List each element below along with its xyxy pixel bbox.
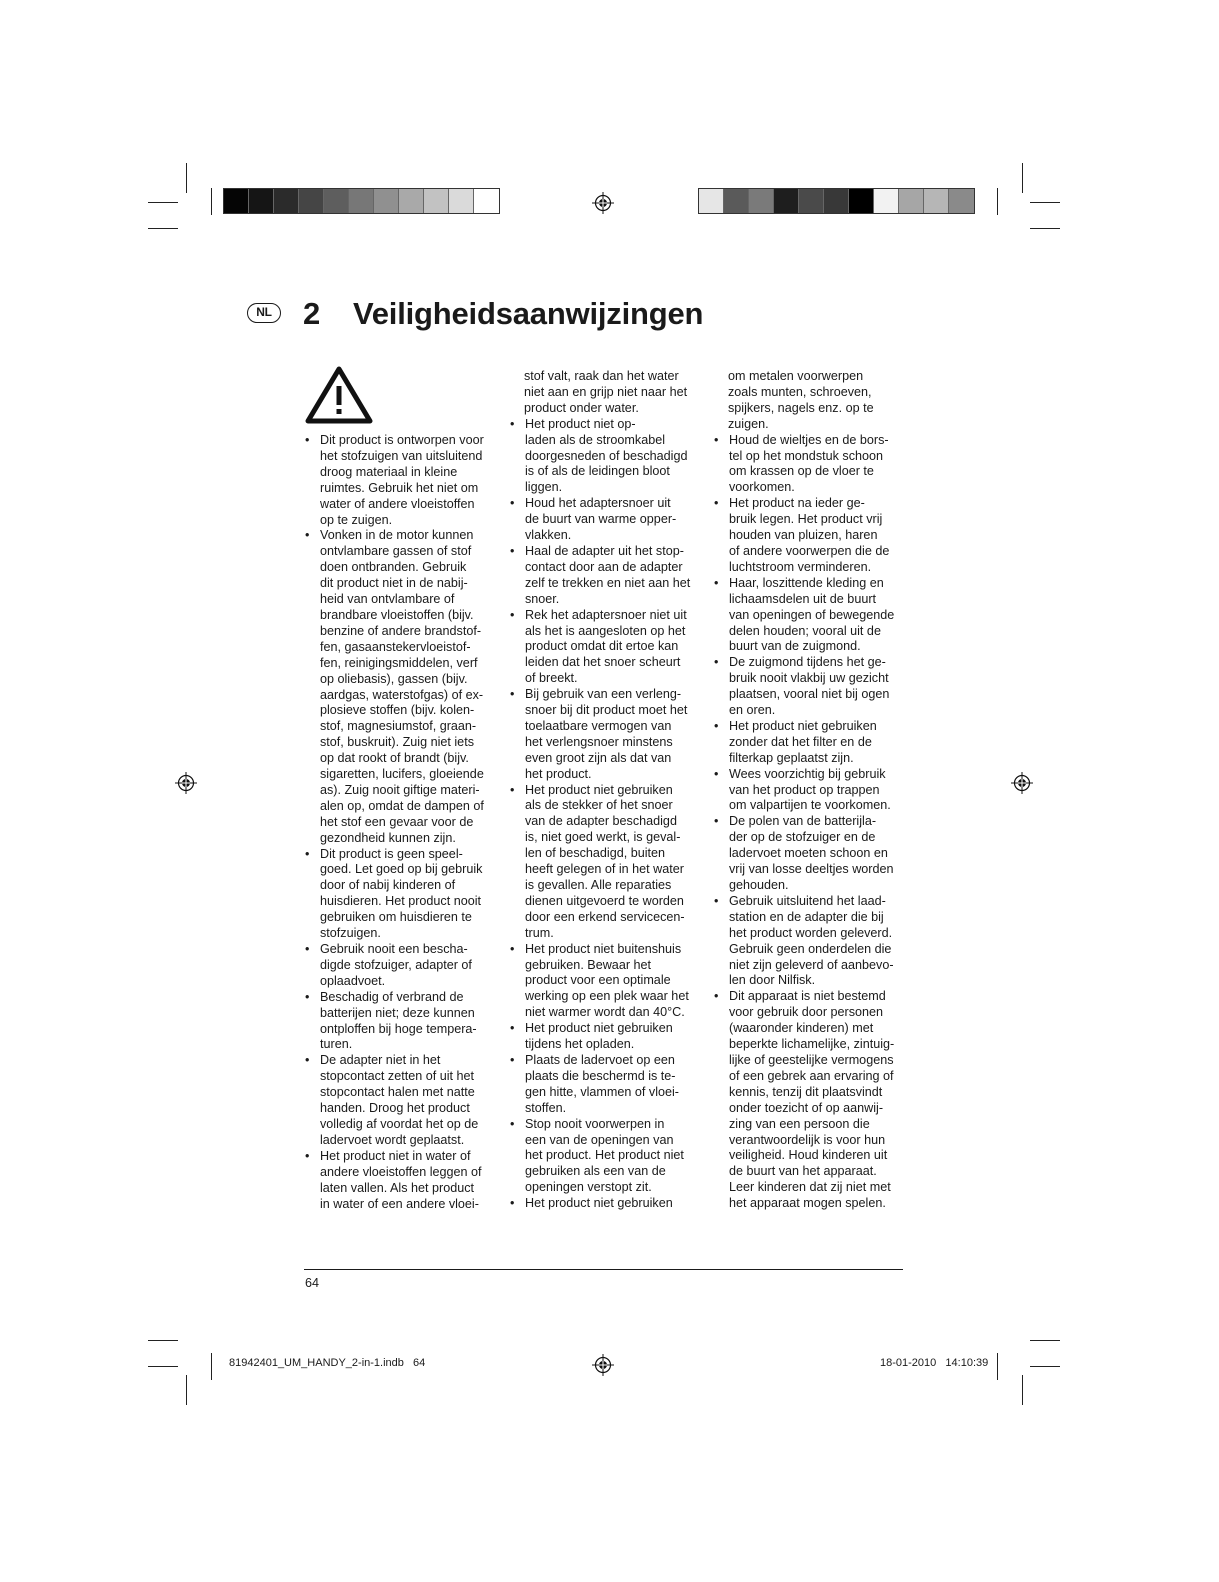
- bullet-item: [304, 847, 496, 942]
- column-3: [713, 369, 905, 1212]
- bullet-icon: •: [510, 543, 515, 558]
- bullet-item: [713, 433, 905, 497]
- color-swatch: [874, 189, 899, 213]
- bullet-item: [713, 655, 905, 719]
- bullet-text: Vonken in de motor kunnen ontvlambare gassen of stof doen ontbranden. Gebruik dit product niet in de nabij- heid van ontvlambare of brandbare vloeistoffen (bijv. benzine of andere brandstof- fen, gasaanstekervloeistof- fen, reinigingsmiddelen, verf op oliebasis), gassen (bijv. aardgas, waterstofgas) of ex- plosieve stoffen (bijv. kolen- stof, magnesiumstof, graan- stof, buskruit). Zuig niet iets op dat rookt of brandt (bijv. sigaretten, lucifers, gloeiende as). Zuig nooit giftige materi- alen op, omdat de dampen of het stof een gevaar voor de gezondheid kunnen zijn.: [320, 528, 484, 845]
- language-badge: NL: [247, 303, 281, 323]
- bullet-icon: •: [714, 989, 719, 1004]
- bullet-icon: •: [510, 496, 515, 511]
- color-swatch: [449, 189, 474, 213]
- footer-divider: [304, 1269, 903, 1270]
- color-swatch: [899, 189, 924, 213]
- bullet-item: [509, 1053, 701, 1117]
- bullet-text: De adapter niet in het stopcontact zetten of uit het stopcontact halen met natte handen. Droog het product volledig af voordat het op de ladervoet wordt geplaatst.: [320, 1053, 479, 1147]
- bullet-item: [304, 1053, 496, 1148]
- bullet-text: Haar, loszittende kleding en lichaamsdelen uit de buurt van openingen of bewegende delen houden; vooral uit de buurt van de zuigmond.: [729, 575, 895, 654]
- bullet-item: [509, 942, 701, 1022]
- bullet-icon: •: [510, 1052, 515, 1067]
- bullet-icon: •: [714, 766, 719, 781]
- bullet-item: [509, 687, 701, 782]
- color-swatch: [849, 189, 874, 213]
- crop-mark: [997, 188, 998, 215]
- color-swatch: [249, 189, 274, 213]
- registration-mark-icon: [592, 1354, 614, 1376]
- bullet-item: [304, 942, 496, 990]
- bullet-icon: •: [305, 433, 310, 447]
- color-swatch: [799, 189, 824, 213]
- color-swatch: [299, 189, 324, 213]
- page-title: Veiligheidsaanwijzingen: [353, 296, 704, 331]
- color-swatch: [474, 189, 499, 213]
- column-2: [509, 369, 701, 1212]
- crop-mark: [148, 1366, 178, 1367]
- color-swatch: [824, 189, 849, 213]
- bullet-icon: •: [510, 1116, 515, 1131]
- bullet-text: Plaats de ladervoet op een plaats die beschermd is te- gen hitte, vlammen of vloei- stoffen.: [525, 1052, 679, 1115]
- bullet-text: Houd het adaptersnoer uit de buurt van warme opper- vlakken.: [525, 496, 677, 543]
- continued-text: om metalen voorwerpen zoals munten, schroeven, spijkers, nagels enz. op te zuigen.: [728, 369, 874, 431]
- bullet-text: Gebruik uitsluitend het laad- station en de adapter die bij het product worden geleverd. Gebruik geen onderdelen die niet zijn geleverd of aanbevo- len door Nilfisk.: [729, 893, 894, 988]
- bullet-icon: •: [510, 687, 515, 702]
- registration-mark-icon: [592, 192, 614, 214]
- color-swatch: [224, 189, 249, 213]
- color-swatch: [274, 189, 299, 213]
- bullet-text: Het product niet gebruiken als de stekker of het snoer van de adapter beschadigd is, niet goed werkt, is geval- len of beschadigd, buiten heeft gelegen of in het water is gevallen. Alle reparaties dienen uitgevoerd te worden door een erkend servicecen- trum.: [525, 782, 685, 940]
- bullet-icon: •: [510, 1196, 515, 1211]
- crop-mark: [211, 188, 212, 215]
- bullet-item: [304, 990, 496, 1054]
- crop-mark: [148, 228, 178, 229]
- bullet-item: [713, 989, 905, 1212]
- bullet-text: Rek het adaptersnoer niet uit als het is aangesloten op het product omdat dit ertoe kan leiden dat het snoer scheurt of breekt.: [525, 607, 687, 686]
- bullet-icon: •: [510, 1021, 515, 1036]
- crop-mark: [1030, 202, 1060, 203]
- print-slug-file: 81942401_UM_HANDY_2-in-1.indb 64: [229, 1357, 426, 1369]
- bullet-icon: •: [714, 655, 719, 670]
- bullet-item: [509, 496, 701, 544]
- crop-mark: [1030, 1366, 1060, 1367]
- crop-mark: [148, 1340, 178, 1341]
- bullet-item: [713, 576, 905, 656]
- bullet-item: [713, 496, 905, 576]
- bullet-item: [713, 767, 905, 815]
- bullet-icon: •: [305, 1148, 310, 1163]
- bullet-item: [509, 1196, 701, 1212]
- chapter-number: 2: [303, 296, 321, 331]
- bullet-text: Dit product is ontworpen voor het stofzuigen van uitsluitend droog materiaal in kleine ruimtes. Gebruik het niet om water of andere vloeistoffen op te zuigen.: [320, 433, 484, 527]
- bullet-item: [713, 894, 905, 989]
- bullet-item: [509, 608, 701, 688]
- bullet-icon: •: [714, 718, 719, 733]
- bullet-icon: •: [714, 575, 719, 590]
- bullet-text: Bij gebruik van een verleng- snoer bij dit product moet het toelaatbare vermogen van het verlengsnoer minstens even groot zijn als dat van het product.: [525, 687, 688, 781]
- crop-mark: [186, 163, 187, 193]
- color-swatch: [774, 189, 799, 213]
- bullet-icon: •: [714, 496, 719, 511]
- bullet-item: [509, 1117, 701, 1197]
- color-swatch: [399, 189, 424, 213]
- color-swatch: [349, 189, 374, 213]
- bullet-item: [304, 1149, 496, 1213]
- color-swatch: [924, 189, 949, 213]
- bullet-text: Wees voorzichtig bij gebruik van het product op trappen om valpartijen te voorkomen.: [729, 766, 891, 813]
- color-swatch: [699, 189, 724, 213]
- bullet-icon: •: [510, 782, 515, 797]
- color-swatch: [424, 189, 449, 213]
- bullet-icon: •: [305, 846, 310, 861]
- bullet-text: Het product niet in water of andere vloeistoffen leggen of laten vallen. Als het product in water of een andere vloei-: [320, 1148, 482, 1211]
- bullet-text: Dit apparaat is niet bestemd voor gebruik door personen (waaronder kinderen) met beperkte lichamelijke, zintuig- lijke of geestelijke vermogens of een gebrek aan ervaring of kennis, tenzij dit plaatsvindt onder toezicht of op aanwij- zing van een persoon die verantwoordelijk is voor hun veiligheid. Houd kinderen uit de buurt van het apparaat. Leer kinderen dat zij niet met het apparaat mogen spelen.: [729, 989, 895, 1211]
- crop-mark: [1022, 163, 1023, 193]
- bullet-item: [509, 783, 701, 942]
- bullet-text: De polen van de batterijla- der op de stofzuiger en de ladervoet moeten schoon en vrij van losse deeltjes worden gehouden.: [729, 814, 894, 892]
- color-swatch: [724, 189, 749, 213]
- print-slug-date: 18-01-2010 14:10:39: [880, 1357, 989, 1369]
- bullet-text: Het product niet gebruiken tijdens het opladen.: [525, 1021, 673, 1052]
- bullet-text: Het product na ieder ge- bruik legen. Het product vrij houden van pluizen, haren of andere voorwerpen die de luchtstroom verminderen.: [729, 496, 890, 574]
- bullet-text: Beschadig of verbrand de batterijen niet; deze kunnen ontploffen bij hoge tempera- turen.: [320, 989, 477, 1052]
- column-1: [304, 433, 496, 1212]
- bullet-text: Dit product is geen speel- goed. Let goed op bij gebruik door of nabij kinderen of huisdieren. Het product nooit gebruiken om huisdieren te stofzuigen.: [320, 846, 483, 941]
- bullet-icon: •: [305, 942, 310, 956]
- crop-mark: [1022, 1375, 1023, 1405]
- bullet-icon: •: [510, 941, 515, 956]
- bullet-item: [509, 1021, 701, 1053]
- bullet-text: De zuigmond tijdens het ge- bruik nooit vlakbij uw gezicht plaatsen, vooral niet bij ogen en oren.: [729, 655, 890, 718]
- bullet-text: Het product niet op- laden als de stroomkabel doorgesneden of beschadigd is of als de leidingen bloot liggen.: [525, 416, 688, 495]
- bullet-icon: •: [510, 607, 515, 622]
- color-swatch: [949, 189, 974, 213]
- bullet-icon: •: [714, 814, 719, 829]
- bullet-item: [509, 417, 701, 497]
- bullet-item: [713, 719, 905, 767]
- bullet-icon: •: [305, 1053, 310, 1068]
- page-number: 64: [305, 1276, 320, 1290]
- bullet-text: Gebruik nooit een bescha- digde stofzuiger, adapter of oplaadvoet.: [320, 942, 472, 988]
- registration-mark-icon: [1011, 772, 1033, 794]
- crop-mark: [186, 1375, 187, 1405]
- crop-mark: [1030, 1340, 1060, 1341]
- continued-text: stof valt, raak dan het water niet aan en grijp niet naar het product onder water.: [524, 369, 688, 415]
- color-calibration-bar-right: [698, 188, 975, 214]
- bullet-icon: •: [305, 528, 310, 543]
- bullet-icon: •: [714, 893, 719, 908]
- crop-mark: [997, 1353, 998, 1380]
- crop-mark: [211, 1353, 212, 1380]
- color-swatch: [749, 189, 774, 213]
- bullet-text: Stop nooit voorwerpen in een van de openingen van het product. Het product niet gebruiken als een van de openingen verstopt zit.: [525, 1116, 684, 1195]
- color-swatch: [324, 189, 349, 213]
- crop-mark: [1030, 228, 1060, 229]
- crop-mark: [148, 202, 178, 203]
- color-swatch: [374, 189, 399, 213]
- bullet-text: Het product niet gebruiken: [525, 1196, 673, 1211]
- bullet-text: Houd de wieltjes en de bors- tel op het mondstuk schoon om krassen op de vloer te voorkomen.: [729, 432, 889, 495]
- bullet-icon: •: [305, 989, 310, 1004]
- bullet-item: [304, 528, 496, 846]
- bullet-text: Haal de adapter uit het stop- contact door aan de adapter zelf te trekken en niet aan het snoer.: [525, 543, 691, 606]
- color-calibration-bar-left: [223, 188, 500, 214]
- bullet-item: [304, 433, 496, 528]
- bullet-text: Het product niet buitenshuis gebruiken. Bewaar het product voor een optimale werking op een plek waar het niet warmer wordt dan 40°C.: [525, 941, 689, 1020]
- warning-triangle-icon: [305, 366, 373, 424]
- bullet-text: Het product niet gebruiken zonder dat het filter en de filterkap geplaatst zijn.: [729, 718, 877, 765]
- bullet-icon: •: [510, 416, 515, 431]
- bullet-item: [713, 814, 905, 894]
- bullet-icon: •: [714, 432, 719, 447]
- bullet-item: [509, 544, 701, 608]
- registration-mark-icon: [175, 772, 197, 794]
